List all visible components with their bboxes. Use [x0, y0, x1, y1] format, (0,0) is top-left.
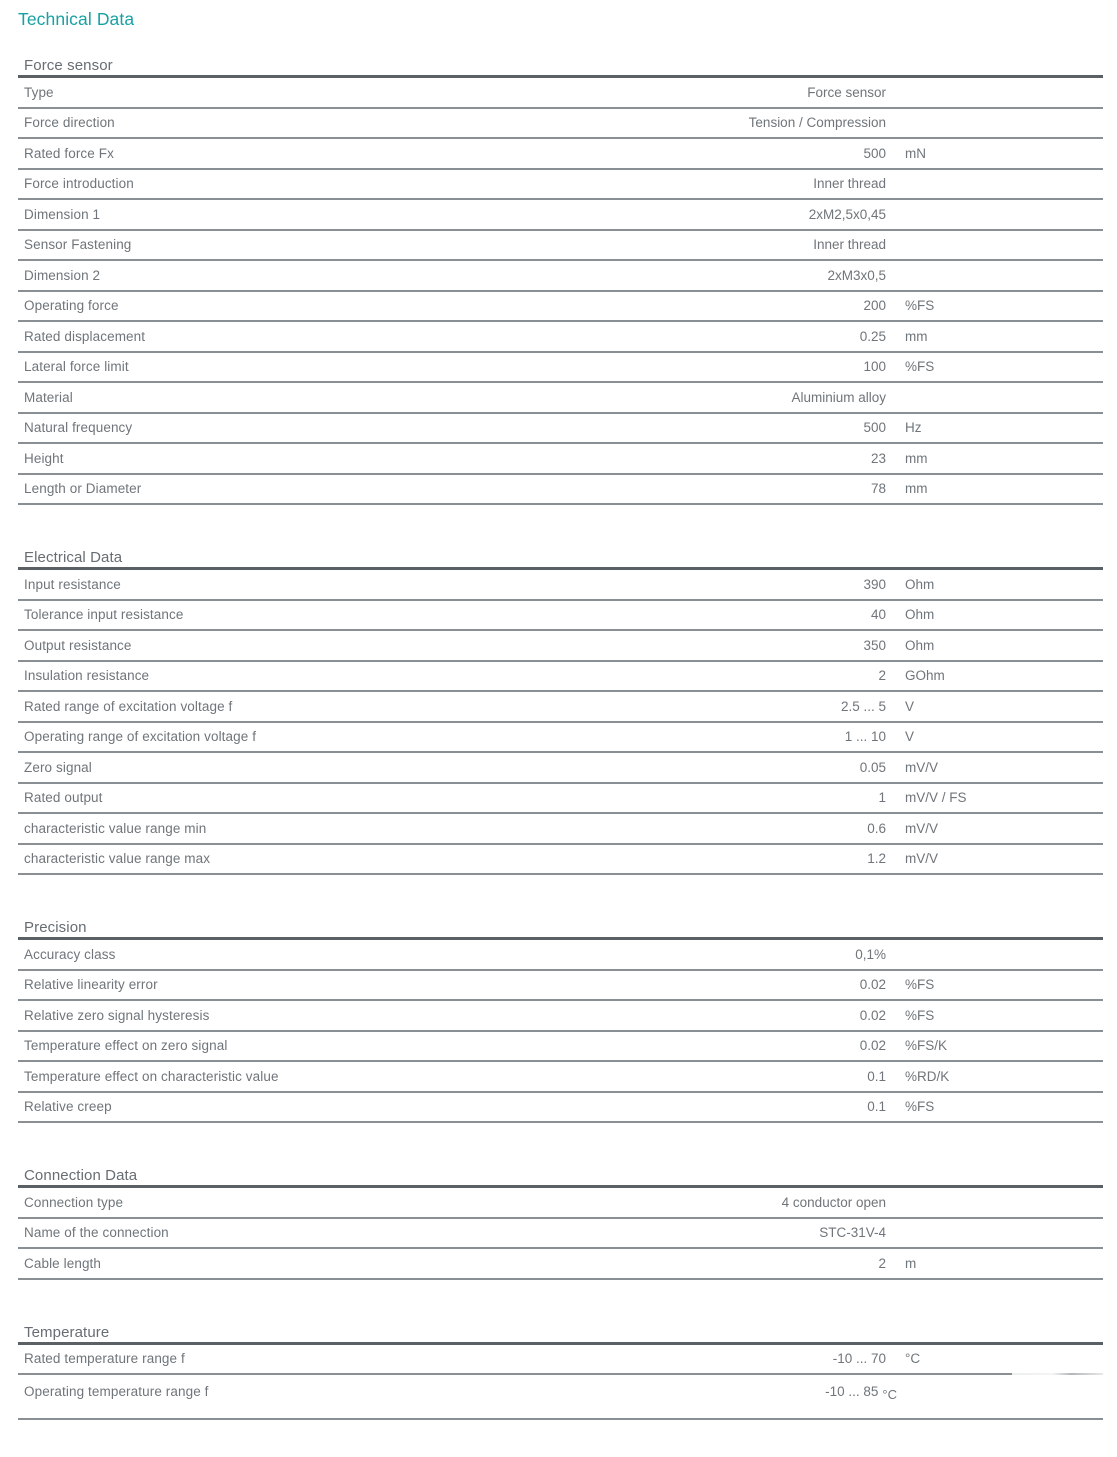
row-value: 350	[863, 637, 886, 653]
row-unit: %FS	[905, 298, 935, 314]
table-row-rated-temperature-range-f	[18, 1345, 1103, 1376]
table-row-operating-force	[18, 292, 1103, 323]
table-row-height	[18, 444, 1103, 475]
table-row-dimension-2	[18, 261, 1103, 292]
table-row-tolerance-input-resistance	[18, 601, 1103, 632]
row-label: Temperature effect on characteristic value	[24, 1068, 279, 1084]
row-value: 2	[878, 1255, 886, 1271]
table-row-natural-frequency	[18, 414, 1103, 445]
row-unit: V	[905, 729, 915, 745]
row-label: Relative zero signal hysteresis	[24, 1007, 210, 1023]
row-unit: °C	[905, 1351, 921, 1367]
row-label: characteristic value range min	[24, 820, 207, 836]
section-title: Connection Data	[18, 1164, 1103, 1188]
row-value: Inner thread	[813, 176, 886, 192]
table-row-relative-linearity-error	[18, 971, 1103, 1002]
row-value: Aluminium alloy	[791, 389, 886, 405]
row-label: Relative creep	[24, 1099, 112, 1115]
row-value: 0.05	[859, 759, 886, 775]
table-row-force-introduction	[18, 170, 1103, 201]
row-label: Connection type	[24, 1194, 124, 1210]
table-row-rated-output	[18, 784, 1103, 815]
table-row-input-resistance	[18, 570, 1103, 601]
page-title: Technical Data	[18, 9, 135, 29]
row-unit: %FS	[905, 977, 935, 993]
row-value: 78	[870, 481, 886, 497]
row-unit: mm	[905, 328, 928, 344]
row-unit: %FS	[905, 1099, 935, 1115]
table-row-name-of-the-connection	[18, 1219, 1103, 1250]
row-value: 390	[863, 576, 886, 592]
section-electrical-data	[18, 546, 1103, 875]
row-unit: %FS	[905, 1007, 935, 1023]
table-row-output-resistance	[18, 631, 1103, 662]
row-value: 2.5 ... 5	[840, 698, 886, 714]
row-value: 0.02	[859, 977, 886, 993]
table-row-force-direction	[18, 109, 1103, 140]
row-label: Input resistance	[24, 576, 121, 592]
technical-data-tables	[18, 54, 1103, 1420]
row-value	[585, 1384, 905, 1402]
row-value: 200	[863, 298, 886, 314]
row-value: Tension / Compression	[748, 115, 886, 131]
table-row-material	[18, 383, 1103, 414]
row-unit: mN	[905, 145, 926, 161]
row-value-text: -10 ... 85	[825, 1384, 879, 1399]
table-row-characteristic-value-range-max	[18, 845, 1103, 876]
table-row-rated-force-fx	[18, 139, 1103, 170]
row-label: Type	[24, 84, 54, 100]
row-value: 0,1%	[855, 946, 886, 962]
row-label: Relative linearity error	[24, 977, 158, 993]
row-unit: %FS/K	[905, 1038, 948, 1054]
row-label: Cable length	[24, 1255, 102, 1271]
table-row-sensor-fastening	[18, 231, 1103, 262]
row-value: 0.1	[867, 1068, 886, 1084]
row-unit: mV/V	[905, 851, 939, 867]
row-value: 1.2	[867, 851, 886, 867]
row-value: 0.02	[859, 1038, 886, 1054]
section-title: Electrical Data	[18, 546, 1103, 570]
table-row-insulation-resistance	[18, 662, 1103, 693]
row-label: Output resistance	[24, 637, 132, 653]
row-label: Force direction	[24, 115, 115, 131]
row-label: Length or Diameter	[24, 481, 142, 497]
row-value: 0.25	[859, 328, 886, 344]
row-label: Temperature effect on zero signal	[24, 1038, 228, 1054]
row-unit: Ohm	[905, 637, 935, 653]
row-value: 1 ... 10	[844, 729, 886, 745]
section-connection-data	[18, 1164, 1103, 1280]
row-label: Rated force Fx	[24, 145, 114, 161]
row-unit: Ohm	[905, 607, 935, 623]
row-label: Sensor Fastening	[24, 237, 132, 253]
row-label: Zero signal	[24, 759, 92, 775]
table-row-operating-range-of-excitation-voltage-f	[18, 723, 1103, 754]
row-label: Dimension 2	[24, 267, 101, 283]
section-title: Force sensor	[18, 54, 1103, 78]
table-row-dimension-1	[18, 200, 1103, 231]
row-label: Lateral force limit	[24, 359, 129, 375]
table-row-temperature-effect-on-zero-signal	[18, 1032, 1103, 1063]
table-row-rated-displacement	[18, 322, 1103, 353]
row-value: Force sensor	[807, 84, 886, 100]
row-value: STC-31V-4	[819, 1225, 886, 1241]
row-value: 2xM3x0,5	[827, 267, 886, 283]
row-value: 0.02	[859, 1007, 886, 1023]
table-row-operating-temperature-range-f	[18, 1375, 1103, 1420]
section-temperature	[18, 1321, 1103, 1421]
row-label: Force introduction	[24, 176, 134, 192]
row-unit: %FS	[905, 359, 935, 375]
row-value: 4 conductor open	[781, 1194, 886, 1210]
row-value: 500	[863, 145, 886, 161]
row-unit: %RD/K	[905, 1068, 950, 1084]
row-unit: mV/V	[905, 820, 939, 836]
row-label: Accuracy class	[24, 946, 116, 962]
row-unit-inline: °C	[882, 1387, 897, 1402]
row-value: 0.6	[867, 820, 886, 836]
table-row-length-or-diameter	[18, 475, 1103, 506]
row-unit: Hz	[905, 420, 922, 436]
row-label: Rated displacement	[24, 328, 146, 344]
row-unit: mV/V / FS	[905, 790, 967, 806]
table-row-accuracy-class	[18, 940, 1103, 971]
row-unit: V	[905, 698, 915, 714]
row-label: Natural frequency	[24, 420, 133, 436]
row-label: Operating temperature range f	[24, 1384, 209, 1399]
section-precision	[18, 916, 1103, 1123]
row-value: -10 ... 70	[832, 1351, 886, 1367]
row-unit: m	[905, 1255, 917, 1271]
table-row-cable-length	[18, 1249, 1103, 1280]
table-row-relative-zero-signal-hysteresis	[18, 1001, 1103, 1032]
table-row-type	[18, 78, 1103, 109]
row-value: Inner thread	[813, 237, 886, 253]
row-unit: Ohm	[905, 576, 935, 592]
row-label: Operating range of excitation voltage f	[24, 729, 257, 745]
row-label: Insulation resistance	[24, 668, 150, 684]
row-label: Name of the connection	[24, 1225, 169, 1241]
row-value: 40	[870, 607, 886, 623]
row-value: 2	[878, 668, 886, 684]
row-unit: GOhm	[905, 668, 945, 684]
row-label: Rated output	[24, 790, 103, 806]
table-row-zero-signal	[18, 753, 1103, 784]
table-row-connection-type	[18, 1188, 1103, 1219]
row-value: 100	[863, 359, 886, 375]
row-value: 2xM2,5x0,45	[808, 206, 886, 222]
row-value: 1	[878, 790, 886, 806]
row-label: Rated range of excitation voltage f	[24, 698, 233, 714]
row-label: characteristic value range max	[24, 851, 211, 867]
row-value: 23	[870, 450, 886, 466]
section-title: Temperature	[18, 1321, 1103, 1345]
row-value: 500	[863, 420, 886, 436]
table-row-temperature-effect-on-characteristic-value	[18, 1062, 1103, 1093]
row-value: 0.1	[867, 1099, 886, 1115]
row-unit: mm	[905, 450, 928, 466]
table-row-relative-creep	[18, 1093, 1103, 1124]
row-label: Height	[24, 450, 64, 466]
row-unit: mV/V	[905, 759, 939, 775]
row-label: Dimension 1	[24, 206, 101, 222]
row-label: Rated temperature range f	[24, 1351, 185, 1367]
table-row-lateral-force-limit	[18, 353, 1103, 384]
section-force-sensor	[18, 54, 1103, 505]
row-label: Material	[24, 389, 73, 405]
row-unit: mm	[905, 481, 928, 497]
row-label: Tolerance input resistance	[24, 607, 184, 623]
table-row-characteristic-value-range-min	[18, 814, 1103, 845]
section-title: Precision	[18, 916, 1103, 940]
table-row-rated-range-of-excitation-voltage-f	[18, 692, 1103, 723]
row-label: Operating force	[24, 298, 119, 314]
